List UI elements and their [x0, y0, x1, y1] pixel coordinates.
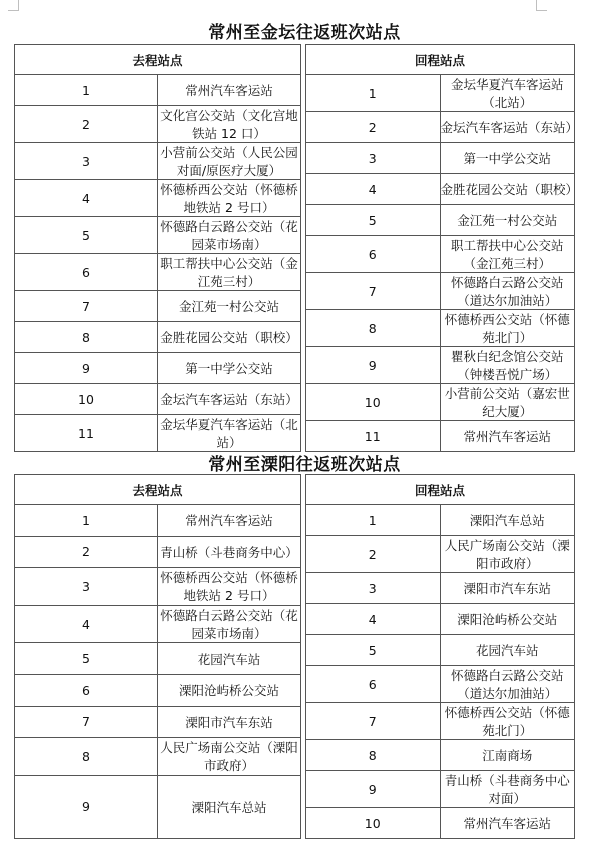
table-row [15, 643, 301, 675]
stop-number: 10 [15, 384, 158, 415]
table-row [306, 635, 575, 666]
table-row [306, 604, 575, 635]
stop-name: 常州汽车客运站 [440, 808, 575, 839]
section2-tables [14, 474, 575, 839]
table-row [306, 273, 575, 310]
stop-name: 人民广场南公交站（溧阳市政府） [440, 536, 575, 573]
table-row [306, 573, 575, 604]
stop-name: 金坛华夏汽车客运站（北站） [158, 415, 301, 452]
table-row [15, 738, 301, 776]
stop-number: 3 [15, 568, 158, 606]
section2-return-header: 回程站点 [306, 475, 575, 505]
table-row [15, 180, 301, 217]
stop-name: 花园汽车站 [440, 635, 575, 666]
table-row [306, 703, 575, 740]
stop-number: 3 [15, 143, 158, 180]
stop-number: 8 [15, 738, 158, 776]
stop-number: 10 [306, 808, 441, 839]
stop-name: 青山桥（斗巷商务中心） [158, 536, 301, 568]
section2-outbound-table [14, 474, 301, 839]
table-row [306, 771, 575, 808]
table-row [306, 310, 575, 347]
table-row [306, 112, 575, 143]
stop-name: 金坛华夏汽车客运站（北站） [440, 75, 575, 112]
stop-number: 8 [306, 740, 441, 771]
stop-name: 人民广场南公交站（溧阳市政府） [158, 738, 301, 776]
table-row [15, 384, 301, 415]
stop-number: 6 [15, 675, 158, 707]
stop-number: 2 [15, 536, 158, 568]
stop-number: 7 [306, 273, 441, 310]
table-row [15, 291, 301, 322]
stop-number: 11 [306, 421, 441, 452]
table-row [306, 384, 575, 421]
stop-name: 金胜花园公交站（职校） [440, 174, 575, 205]
stop-number: 9 [306, 771, 441, 808]
stop-number: 2 [15, 106, 158, 143]
stop-name: 第一中学公交站 [158, 353, 301, 384]
stop-number: 7 [15, 291, 158, 322]
stop-number: 2 [306, 112, 441, 143]
section1-tables [14, 44, 579, 452]
table-row [306, 666, 575, 703]
stop-name: 溧阳汽车总站 [440, 505, 575, 536]
table-row [15, 217, 301, 254]
stop-name: 金江苑一村公交站 [158, 291, 301, 322]
table-row [15, 536, 301, 568]
stop-number: 6 [306, 236, 441, 273]
stop-name: 青山桥（斗巷商务中心对面） [440, 771, 575, 808]
section1-outbound-header: 去程站点 [15, 45, 301, 75]
stop-name: 怀德桥西公交站（怀德桥地铁站 2 号口） [158, 180, 301, 217]
stop-name: 职工帮扶中心公交站（金江苑三村） [440, 236, 575, 273]
stop-name: 溧阳沧屿桥公交站 [158, 675, 301, 707]
stop-name: 溧阳沧屿桥公交站 [440, 604, 575, 635]
stop-number: 6 [15, 254, 158, 291]
stop-number: 5 [306, 635, 441, 666]
stop-number: 2 [306, 536, 441, 573]
stop-name: 怀德路白云路公交站（道达尔加油站） [440, 273, 575, 310]
table-row [15, 568, 301, 606]
table-row [306, 808, 575, 839]
page-corner-mark-left [8, 0, 19, 11]
stop-name: 溧阳汽车总站 [158, 775, 301, 838]
stop-number: 5 [15, 217, 158, 254]
stop-name: 怀德桥西公交站（怀德苑北门） [440, 703, 575, 740]
table-row [15, 706, 301, 738]
stop-number: 4 [306, 604, 441, 635]
stop-name: 小营前公交站（嘉宏世纪大厦） [440, 384, 575, 421]
stop-number: 3 [306, 573, 441, 604]
stop-name: 职工帮扶中心公交站（金江苑三村） [158, 254, 301, 291]
table-row [306, 174, 575, 205]
stop-number: 4 [15, 180, 158, 217]
table-row [15, 322, 301, 353]
stop-number: 7 [306, 703, 441, 740]
stop-number: 3 [306, 143, 441, 174]
section1-outbound-table [14, 44, 301, 452]
stop-name: 溧阳市汽车东站 [158, 706, 301, 738]
section2-return-table [305, 474, 575, 839]
table-row [15, 106, 301, 143]
stop-number: 1 [15, 505, 158, 537]
stop-name: 金坛汽车客运站（东站） [440, 112, 575, 143]
stop-name: 怀德路白云路公交站（花园菜市场南） [158, 217, 301, 254]
stop-name: 怀德路白云路公交站（花园菜市场南） [158, 605, 301, 643]
stop-number: 5 [15, 643, 158, 675]
stop-name: 怀德路白云路公交站（道达尔加油站） [440, 666, 575, 703]
table-row [306, 505, 575, 536]
stop-number: 8 [306, 310, 441, 347]
table-row [306, 740, 575, 771]
stop-name: 常州汽车客运站 [158, 505, 301, 537]
stop-name: 金坛汽车客运站（东站） [158, 384, 301, 415]
stop-name: 怀德桥西公交站（怀德苑北门） [440, 310, 575, 347]
table-row [15, 775, 301, 838]
table-row [306, 347, 575, 384]
stop-name: 金胜花园公交站（职校） [158, 322, 301, 353]
stop-number: 11 [15, 415, 158, 452]
table-row [15, 505, 301, 537]
stop-name: 怀德桥西公交站（怀德桥地铁站 2 号口） [158, 568, 301, 606]
table-row [15, 605, 301, 643]
page-corner-mark-right [536, 0, 547, 11]
table-row [306, 75, 575, 112]
stop-name: 第一中学公交站 [440, 143, 575, 174]
section2-outbound-header: 去程站点 [15, 475, 301, 505]
table-row [306, 421, 575, 452]
table-row [306, 205, 575, 236]
stop-number: 5 [306, 205, 441, 236]
stop-number: 8 [15, 322, 158, 353]
table-row [306, 236, 575, 273]
stop-name: 花园汽车站 [158, 643, 301, 675]
stop-name: 瞿秋白纪念馆公交站（钟楼吾悦广场） [440, 347, 575, 384]
table-row [15, 254, 301, 291]
table-row [15, 675, 301, 707]
stop-number: 6 [306, 666, 441, 703]
stop-number: 7 [15, 706, 158, 738]
stop-number: 1 [15, 75, 158, 106]
stop-number: 9 [15, 353, 158, 384]
table-row [15, 415, 301, 452]
stop-name: 常州汽车客运站 [158, 75, 301, 106]
section2-title: 常州至溧阳往返班次站点 [208, 455, 401, 475]
stop-number: 1 [306, 75, 441, 112]
stop-number: 9 [306, 347, 441, 384]
stop-number: 10 [306, 384, 441, 421]
stop-name: 金江苑一村公交站 [440, 205, 575, 236]
table-row [15, 75, 301, 106]
section1-return-table [305, 44, 579, 452]
stop-number: 1 [306, 505, 441, 536]
table-row [306, 143, 575, 174]
stop-number: 4 [306, 174, 441, 205]
section1-title: 常州至金坛往返班次站点 [208, 23, 401, 43]
stop-number: 9 [15, 775, 158, 838]
stop-name: 小营前公交站（人民公园对面/原医疗大厦） [158, 143, 301, 180]
stop-name: 常州汽车客运站 [440, 421, 575, 452]
section1-return-header: 回程站点 [306, 45, 575, 75]
table-row [15, 143, 301, 180]
table-row [15, 353, 301, 384]
table-row [306, 536, 575, 573]
stop-name: 文化宫公交站（文化宫地铁站 12 口） [158, 106, 301, 143]
stop-number: 4 [15, 605, 158, 643]
stop-name: 江南商场 [440, 740, 575, 771]
stop-name: 溧阳市汽车东站 [440, 573, 575, 604]
